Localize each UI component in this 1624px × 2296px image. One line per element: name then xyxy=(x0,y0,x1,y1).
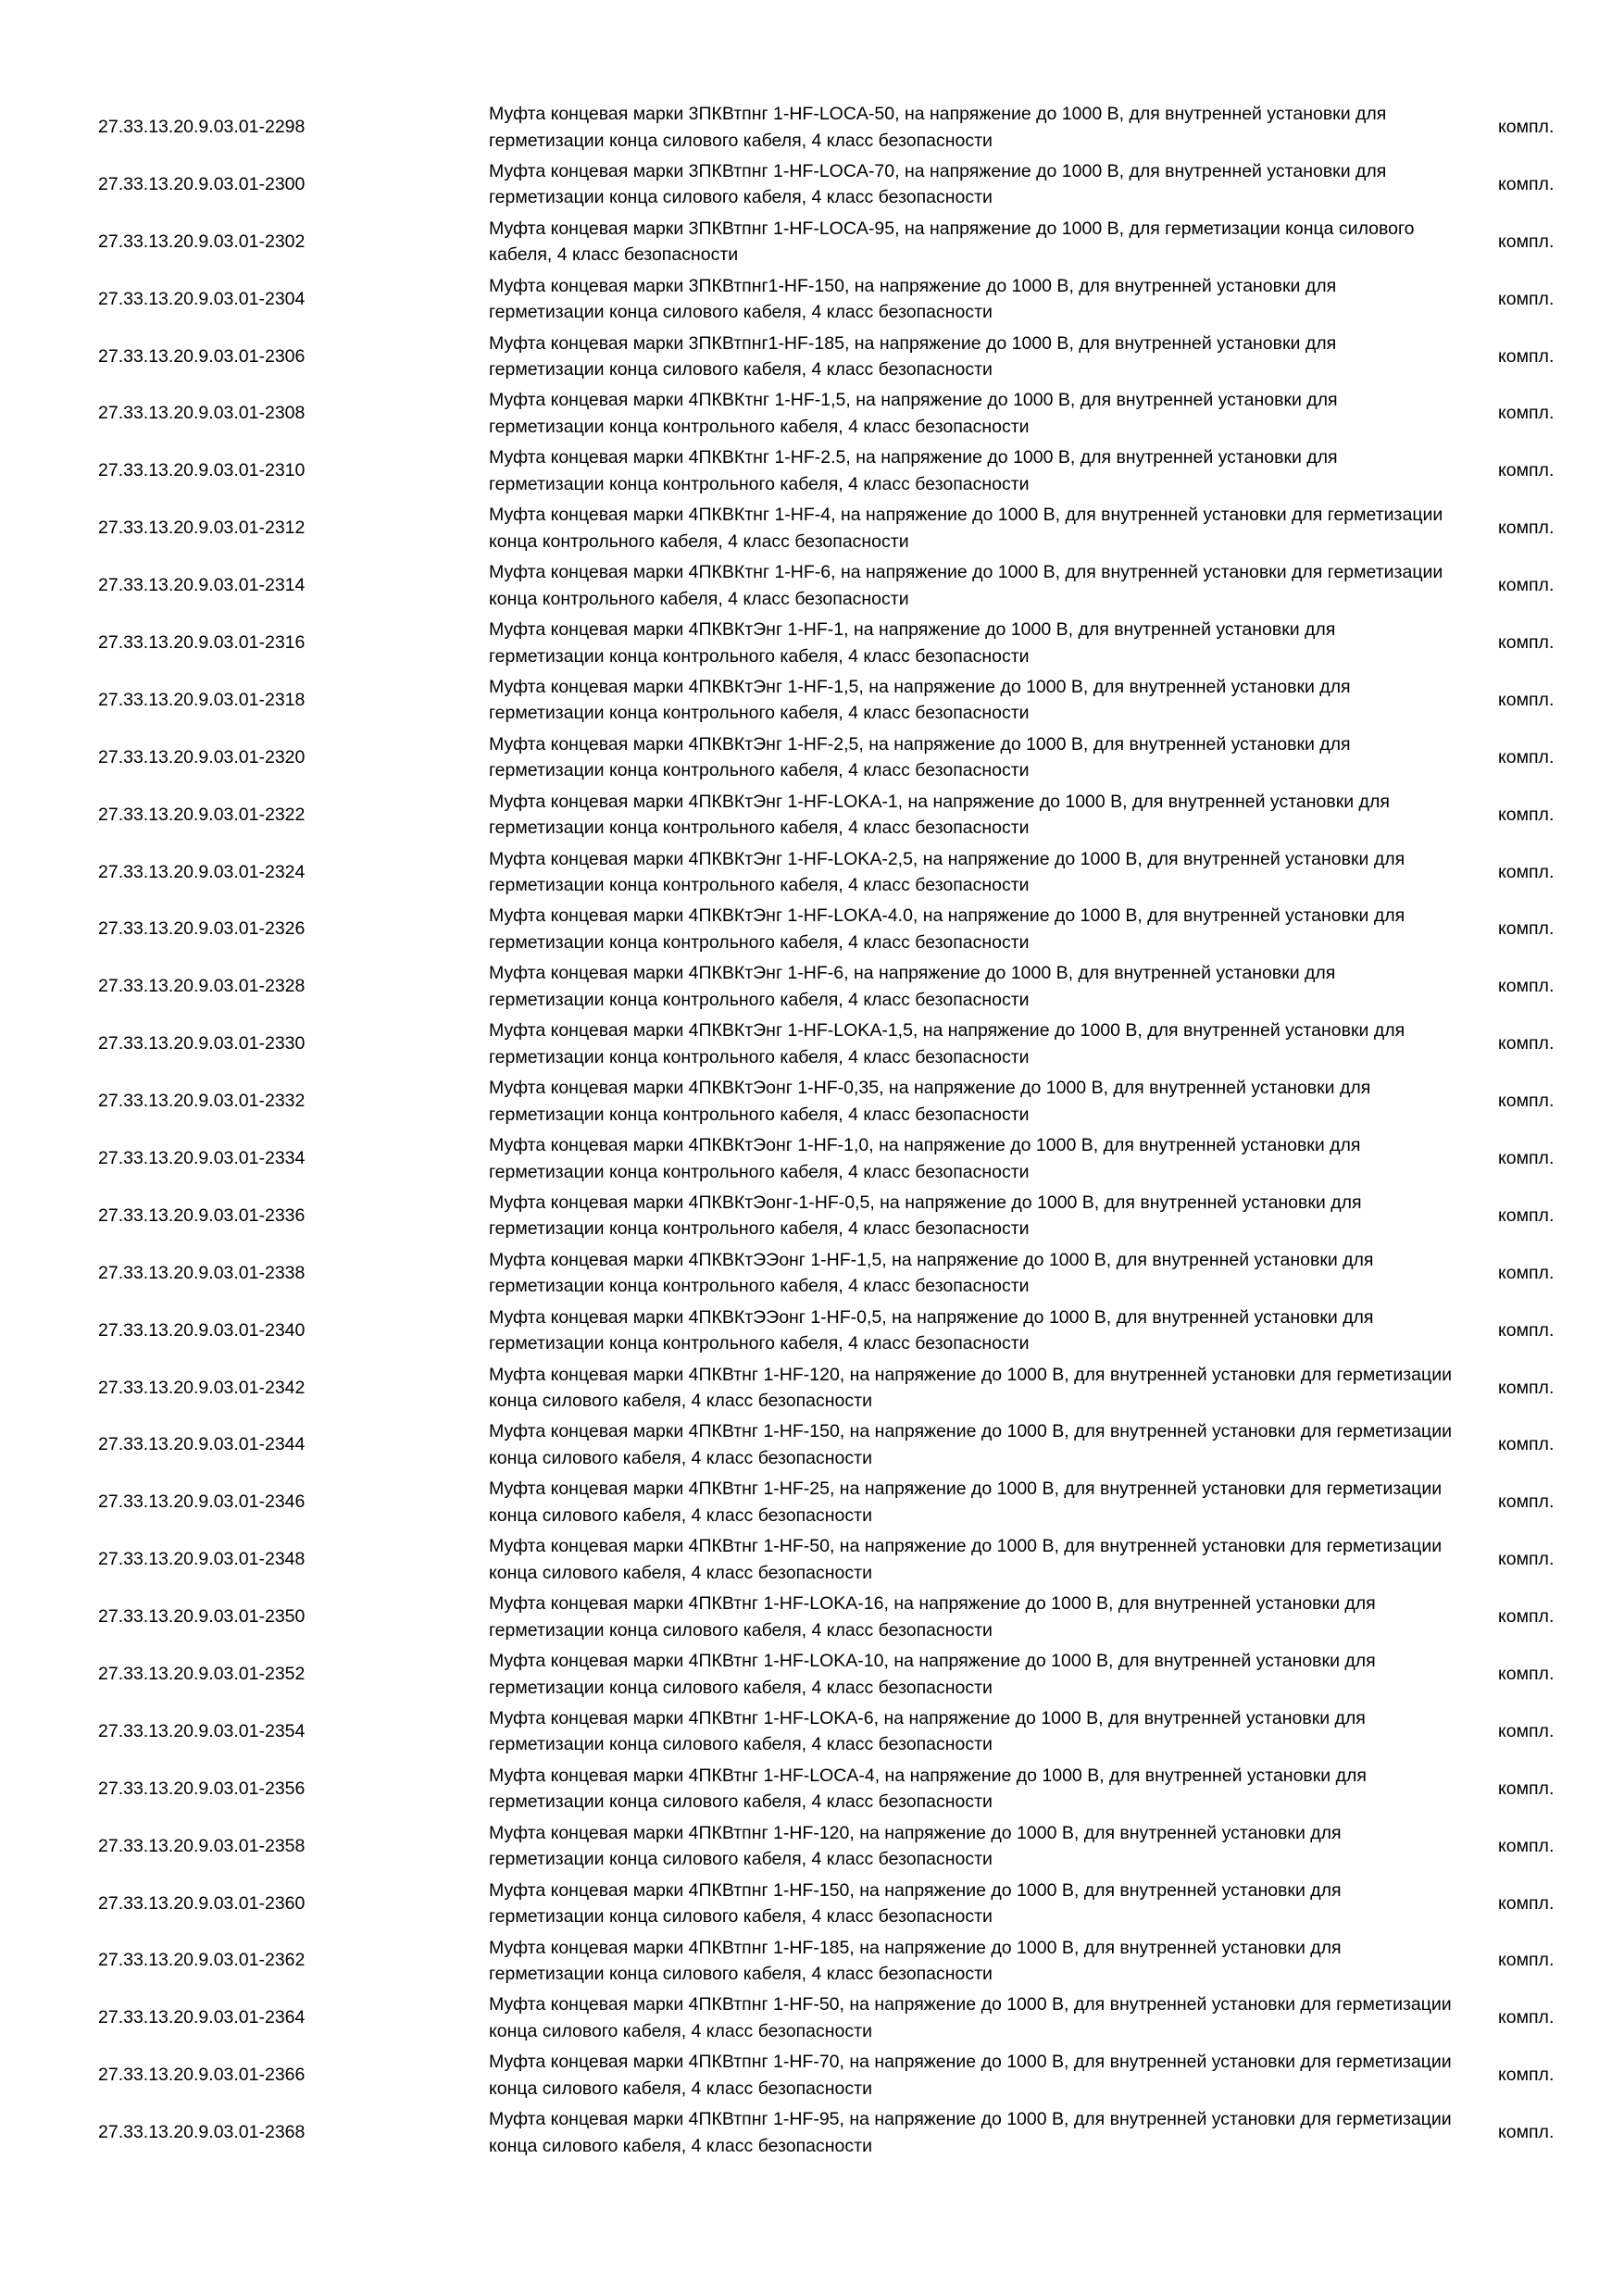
resource-description: Муфта концевая марки 4ПКВКтЭнг 1-HF-6, на напряжение до 1000 В, для внутренней установки для герметизации конца контрольного кабеля, 4 класс безопасности xyxy=(489,963,1336,1010)
table-row xyxy=(0,2046,1624,2103)
resource-description: Муфта концевая марки 4ПКВтнг 1-HF-50, на напряжение до 1000 В, для внутренней установки для герметизации конца силового кабеля, 4 класс безопасности xyxy=(489,1536,1443,1583)
table-row xyxy=(0,98,1624,156)
table-row xyxy=(0,384,1624,442)
table-row xyxy=(0,1302,1624,1359)
resource-description: Муфта концевая марки 4ПКВКтнг 1-HF-2.5, на напряжение до 1000 В, для внутренней установки для герметизации конца контрольного кабеля, 4 класс безопасности xyxy=(489,447,1338,494)
resource-code: 27.33.13.20.9.03.01-2302 xyxy=(98,231,306,252)
table-row xyxy=(0,1129,1624,1187)
resource-code: 27.33.13.20.9.03.01-2322 xyxy=(98,804,306,825)
unit-of-measure: компл. xyxy=(1498,345,1555,367)
resource-code: 27.33.13.20.9.03.01-2320 xyxy=(98,746,306,767)
unit-of-measure: компл. xyxy=(1498,231,1555,252)
unit-of-measure: компл. xyxy=(1498,575,1555,596)
table-row xyxy=(0,671,1624,729)
unit-of-measure: компл. xyxy=(1498,1778,1555,1799)
table-row xyxy=(0,1588,1624,1645)
unit-of-measure: компл. xyxy=(1498,2065,1555,2086)
table-row xyxy=(0,900,1624,957)
resource-code: 27.33.13.20.9.03.01-2362 xyxy=(98,1950,306,1971)
unit-of-measure: компл. xyxy=(1498,288,1555,309)
table-row xyxy=(0,1703,1624,1760)
unit-of-measure: компл. xyxy=(1498,976,1555,997)
resource-code: 27.33.13.20.9.03.01-2352 xyxy=(98,1663,306,1684)
table-row xyxy=(0,1875,1624,1932)
resource-description: Муфта концевая марки 4ПКВтнг 1-HF-LOKA-6, на напряжение до 1000 В, для внутренней установки для герметизации конца силового кабеля, 4 класс безопасности xyxy=(489,1707,1366,1755)
resource-code: 27.33.13.20.9.03.01-2346 xyxy=(98,1491,306,1513)
unit-of-measure: компл. xyxy=(1498,1147,1555,1168)
resource-code: 27.33.13.20.9.03.01-2364 xyxy=(98,2007,306,2028)
unit-of-measure: компл. xyxy=(1498,1892,1555,1914)
resource-code: 27.33.13.20.9.03.01-2304 xyxy=(98,288,306,309)
unit-of-measure: компл. xyxy=(1498,1262,1555,1283)
table-row xyxy=(0,1416,1624,1473)
resource-description: Муфта концевая марки 4ПКВКтнг 1-HF-1,5, на напряжение до 1000 В, для внутренней установки для герметизации конца контрольного кабеля, 4 класс безопасности xyxy=(489,390,1338,437)
resource-code: 27.33.13.20.9.03.01-2314 xyxy=(98,575,306,596)
unit-of-measure: компл. xyxy=(1498,918,1555,940)
resource-code: 27.33.13.20.9.03.01-2334 xyxy=(98,1147,306,1168)
resource-description: Муфта концевая марки 4ПКВтпнг 1-HF-70, на напряжение до 1000 В, для внутренней установки для герметизации конца силового кабеля, 4 класс безопасности xyxy=(489,2052,1452,2099)
resource-code: 27.33.13.20.9.03.01-2300 xyxy=(98,173,306,194)
resource-description: Муфта концевая марки 4ПКВтнг 1-HF-25, на напряжение до 1000 В, для внутренней установки для герметизации конца силового кабеля, 4 класс безопасности xyxy=(489,1479,1443,1526)
resource-code: 27.33.13.20.9.03.01-2330 xyxy=(98,1033,306,1054)
unit-of-measure: компл. xyxy=(1498,689,1555,710)
table-row xyxy=(0,1473,1624,1530)
resource-code: 27.33.13.20.9.03.01-2298 xyxy=(98,116,306,137)
resource-code: 27.33.13.20.9.03.01-2354 xyxy=(98,1720,306,1741)
table-row xyxy=(0,729,1624,786)
resource-description: Муфта концевая марки 4ПКВтнг 1-HF-120, на напряжение до 1000 В, для внутренней установки для герметизации конца силового кабеля, 4 класс безопасности xyxy=(489,1364,1452,1412)
resource-code: 27.33.13.20.9.03.01-2328 xyxy=(98,976,306,997)
unit-of-measure: компл. xyxy=(1498,460,1555,481)
resource-description: Муфта концевая марки 3ПКВтпнг1-HF-150, на напряжение до 1000 В, для внутренней установки для герметизации конца силового кабеля, 4 класс безопасности xyxy=(489,275,1337,323)
resource-description: Муфта концевая марки 3ПКВтпнг1-HF-185, на напряжение до 1000 В, для внутренней установки для герметизации конца силового кабеля, 4 класс безопасности xyxy=(489,332,1337,381)
table-row xyxy=(0,499,1624,556)
table-row xyxy=(0,2103,1624,2161)
resource-description: Муфта концевая марки 4ПКВтпнг 1-HF-185, на напряжение до 1000 В, для внутренней установки для герметизации конца силового кабеля, 4 класс безопасности xyxy=(489,1937,1342,1984)
resource-description: Муфта концевая марки 4ПКВтпнг 1-HF-95, на напряжение до 1000 В, для внутренней установки для герметизации конца силового кабеля, 4 класс безопасности xyxy=(489,2109,1452,2156)
resource-description: Муфта концевая марки 4ПКВтнг 1-HF-LOKA-16, на напряжение до 1000 В, для внутренней установки для герметизации конца силового кабеля, 4 класс безопасности xyxy=(489,1593,1376,1641)
unit-of-measure: компл. xyxy=(1498,861,1555,882)
resource-code: 27.33.13.20.9.03.01-2332 xyxy=(98,1091,306,1112)
unit-of-measure: компл. xyxy=(1498,1549,1555,1570)
resource-code: 27.33.13.20.9.03.01-2360 xyxy=(98,1892,306,1914)
resource-code: 27.33.13.20.9.03.01-2324 xyxy=(98,861,306,882)
resource-description: Муфта концевая марки 4ПКВКтЭЭонг 1-HF-0,5, на напряжение до 1000 В, для внутренней установки для герметизации конца контрольного кабеля, 4 класс безопасности xyxy=(489,1306,1374,1354)
resource-description: Муфта концевая марки 4ПКВКтЭнг 1-HF-LOKA-1, на напряжение до 1000 В, для внутренней установки для герметизации конца контрольного кабеля, 4 класс безопасности xyxy=(489,791,1390,839)
resource-description: Муфта концевая марки 4ПКВтнг 1-HF-LOKA-10, на напряжение до 1000 В, для внутренней установки для герметизации конца силового кабеля, 4 класс безопасности xyxy=(489,1651,1376,1698)
resource-code: 27.33.13.20.9.03.01-2340 xyxy=(98,1319,306,1341)
unit-of-measure: компл. xyxy=(1498,116,1555,137)
unit-of-measure: компл. xyxy=(1498,1319,1555,1341)
unit-of-measure: компл. xyxy=(1498,403,1555,424)
unit-of-measure: компл. xyxy=(1498,631,1555,653)
unit-of-measure: компл. xyxy=(1498,1720,1555,1741)
table-row xyxy=(0,442,1624,499)
resource-description: Муфта концевая марки 4ПКВКтЭнг 1-HF-LOKA-1,5, на напряжение до 1000 В, для внутренней установки для герметизации конца контрольного кабеля, 4 класс безопасности xyxy=(489,1020,1405,1067)
resource-description: Муфта концевая марки 4ПКВтнг 1-HF-LOCA-4, на напряжение до 1000 В, для внутренней установки для герметизации конца силового кабеля, 4 класс безопасности xyxy=(489,1765,1367,1813)
resource-description: Муфта концевая марки 4ПКВтнг 1-HF-150, на напряжение до 1000 В, для внутренней установки для герметизации конца силового кабеля, 4 класс безопасности xyxy=(489,1421,1452,1468)
resource-description: Муфта концевая марки 4ПКВтпнг 1-HF-150, на напряжение до 1000 В, для внутренней установки для герметизации конца силового кабеля, 4 класс безопасности xyxy=(489,1879,1342,1928)
table-row xyxy=(0,1187,1624,1244)
resource-description: Муфта концевая марки 3ПКВтпнг 1-HF-LOCA-50, на напряжение до 1000 В, для внутренней установки для герметизации конца силового кабеля, 4 класс безопасности xyxy=(489,104,1387,151)
table-row xyxy=(0,1072,1624,1129)
resource-description: Муфта концевая марки 4ПКВКтЭонг 1-HF-1,0, на напряжение до 1000 В, для внутренней установки для герметизации конца контрольного кабеля, 4 класс безопасности xyxy=(489,1135,1361,1182)
unit-of-measure: компл. xyxy=(1498,1204,1555,1226)
table-row xyxy=(0,1015,1624,1072)
resource-description: Муфта концевая марки 4ПКВтпнг 1-HF-120, на напряжение до 1000 В, для внутренней установки для герметизации конца силового кабеля, 4 класс безопасности xyxy=(489,1822,1342,1870)
price-list-table xyxy=(0,98,1624,2161)
resource-description: Муфта концевая марки 4ПКВКтЭнг 1-HF-LOKA-2,5, на напряжение до 1000 В, для внутренней установки для герметизации конца контрольного кабеля, 4 класс безопасности xyxy=(489,848,1405,896)
resource-code: 27.33.13.20.9.03.01-2366 xyxy=(98,2065,306,2086)
table-row xyxy=(0,1244,1624,1302)
table-row xyxy=(0,1760,1624,1817)
unit-of-measure: компл. xyxy=(1498,1434,1555,1455)
table-row xyxy=(0,1530,1624,1588)
table-row xyxy=(0,1989,1624,2046)
table-row xyxy=(0,1359,1624,1416)
table-row xyxy=(0,270,1624,328)
table-row xyxy=(0,1645,1624,1703)
table-row xyxy=(0,1817,1624,1875)
table-row xyxy=(0,328,1624,385)
resource-description: Муфта концевая марки 4ПКВКтнг 1-HF-6, на напряжение до 1000 В, для внутренней установки для герметизации конца контрольного кабеля, 4 класс безопасности xyxy=(489,562,1443,609)
resource-description: Муфта концевая марки 4ПКВтпнг 1-HF-50, на напряжение до 1000 В, для внутренней установки для герметизации конца силового кабеля, 4 класс безопасности xyxy=(489,1994,1452,2041)
resource-description: Муфта концевая марки 4ПКВКтЭонг-1-HF-0,5, на напряжение до 1000 В, для внутренней установки для герметизации конца контрольного кабеля, 4 класс безопасности xyxy=(489,1192,1362,1240)
unit-of-measure: компл. xyxy=(1498,1663,1555,1684)
resource-code: 27.33.13.20.9.03.01-2318 xyxy=(98,689,306,710)
table-row xyxy=(0,957,1624,1015)
table-row xyxy=(0,1932,1624,1990)
resource-description: Муфта концевая марки 4ПКВКтЭЭонг 1-HF-1,5, на напряжение до 1000 В, для внутренней установки для герметизации конца контрольного кабеля, 4 класс безопасности xyxy=(489,1249,1374,1297)
unit-of-measure: компл. xyxy=(1498,518,1555,539)
table-row xyxy=(0,156,1624,213)
resource-code: 27.33.13.20.9.03.01-2306 xyxy=(98,345,306,367)
resource-code: 27.33.13.20.9.03.01-2342 xyxy=(98,1377,306,1398)
table-row xyxy=(0,213,1624,270)
resource-code: 27.33.13.20.9.03.01-2368 xyxy=(98,2122,306,2143)
resource-description: Муфта концевая марки 4ПКВКтЭнг 1-HF-2,5, на напряжение до 1000 В, для внутренней установки для герметизации конца контрольного кабеля, 4 класс безопасности xyxy=(489,733,1351,781)
unit-of-measure: компл. xyxy=(1498,1491,1555,1513)
table-row xyxy=(0,556,1624,614)
resource-description: Муфта концевая марки 4ПКВКтЭнг 1-HF-1, на напряжение до 1000 В, для внутренней установки для герметизации конца контрольного кабеля, 4 класс безопасности xyxy=(489,619,1336,667)
unit-of-measure: компл. xyxy=(1498,1091,1555,1112)
resource-code: 27.33.13.20.9.03.01-2356 xyxy=(98,1778,306,1799)
resource-code: 27.33.13.20.9.03.01-2336 xyxy=(98,1204,306,1226)
unit-of-measure: компл. xyxy=(1498,2122,1555,2143)
resource-code: 27.33.13.20.9.03.01-2358 xyxy=(98,1835,306,1856)
resource-description: Муфта концевая марки 4ПКВКтЭнг 1-HF-LOKA-4.0, на напряжение до 1000 В, для внутренней установки для герметизации конца контрольного кабеля, 4 класс безопасности xyxy=(489,905,1405,953)
resource-code: 27.33.13.20.9.03.01-2350 xyxy=(98,1606,306,1628)
unit-of-measure: компл. xyxy=(1498,1835,1555,1856)
unit-of-measure: компл. xyxy=(1498,746,1555,767)
unit-of-measure: компл. xyxy=(1498,1377,1555,1398)
resource-code: 27.33.13.20.9.03.01-2348 xyxy=(98,1549,306,1570)
unit-of-measure: компл. xyxy=(1498,1950,1555,1971)
resource-code: 27.33.13.20.9.03.01-2308 xyxy=(98,403,306,424)
unit-of-measure: компл. xyxy=(1498,804,1555,825)
table-row xyxy=(0,614,1624,671)
table-row xyxy=(0,843,1624,901)
resource-description: Муфта концевая марки 4ПКВКтнг 1-HF-4, на напряжение до 1000 В, для внутренней установки для герметизации конца контрольного кабеля, 4 класс безопасности xyxy=(489,505,1443,552)
resource-description: Муфта концевая марки 3ПКВтпнг 1-HF-LOCA-95, на напряжение до 1000 В, для герметизации конца силового кабеля, 4 класс безопасности xyxy=(489,218,1415,266)
resource-code: 27.33.13.20.9.03.01-2310 xyxy=(98,460,306,481)
resource-description: Муфта концевая марки 3ПКВтпнг 1-HF-LOCA-70, на напряжение до 1000 В, для внутренней установки для герметизации конца силового кабеля, 4 класс безопасности xyxy=(489,160,1387,208)
unit-of-measure: компл. xyxy=(1498,173,1555,194)
resource-code: 27.33.13.20.9.03.01-2344 xyxy=(98,1434,306,1455)
resource-code: 27.33.13.20.9.03.01-2326 xyxy=(98,918,306,940)
resource-code: 27.33.13.20.9.03.01-2338 xyxy=(98,1262,306,1283)
unit-of-measure: компл. xyxy=(1498,1033,1555,1054)
resource-description: Муфта концевая марки 4ПКВКтЭнг 1-HF-1,5, на напряжение до 1000 В, для внутренней установки для герметизации конца контрольного кабеля, 4 класс безопасности xyxy=(489,676,1351,724)
resource-code: 27.33.13.20.9.03.01-2312 xyxy=(98,518,306,539)
table-row xyxy=(0,786,1624,843)
resource-description: Муфта концевая марки 4ПКВКтЭонг 1-HF-0,35, на напряжение до 1000 В, для внутренней установки для герметизации конца контрольного кабеля, 4 класс безопасности xyxy=(489,1078,1371,1125)
unit-of-measure: компл. xyxy=(1498,2007,1555,2028)
resource-code: 27.33.13.20.9.03.01-2316 xyxy=(98,631,306,653)
unit-of-measure: компл. xyxy=(1498,1606,1555,1628)
